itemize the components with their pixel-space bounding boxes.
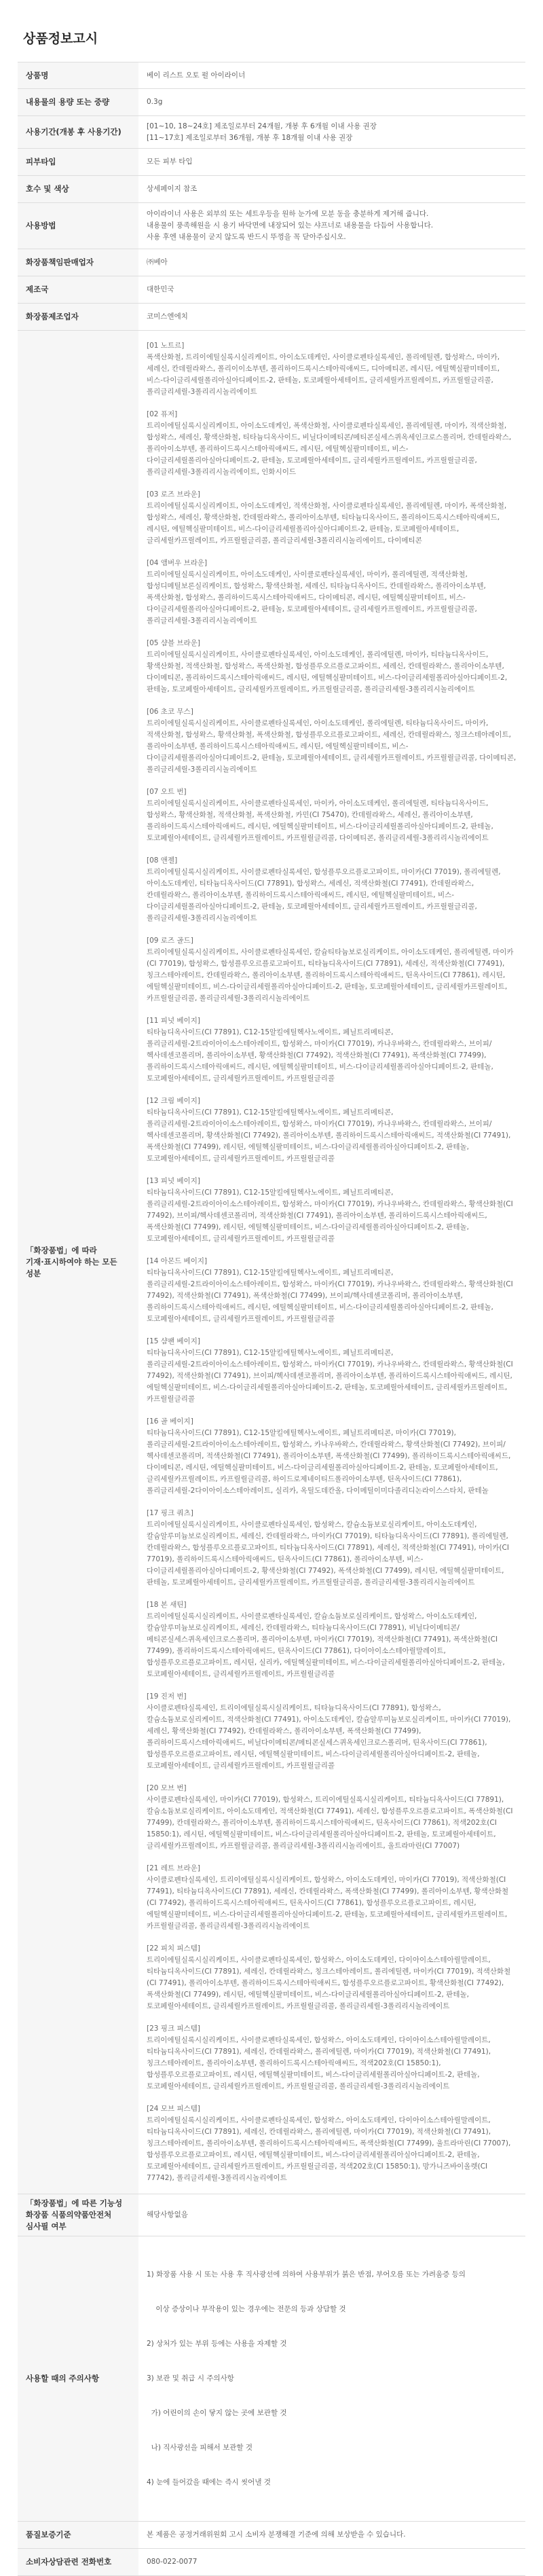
quality-value: 본 제품은 공정거래위원회 고시 소비자 분쟁해결 기준에 의해 보상받을 수 있습니다. <box>138 2522 525 2549</box>
caution-line: 1) 화장품 사용 시 또는 사용 후 직사광선에 의하여 사용부위가 붉은 반점, 부어오름 또는 가려움증 등의 <box>147 2270 466 2279</box>
row-shade <box>18 176 525 203</box>
ingredient-shade-title: [08 앤젤] <box>147 856 178 865</box>
caution-line: 가) 어린이의 손이 닿지 않는 곳에 보관할 것 <box>147 2409 287 2417</box>
ingredient-block <box>147 1256 517 1325</box>
ingredients-label <box>18 331 138 2194</box>
ingredient-shade-title: [18 본 새틴] <box>147 1601 187 1609</box>
functional-value: 해당사항없음 <box>138 2194 525 2236</box>
ingredient-shade-title: [23 핑크 피스템] <box>147 2025 200 2033</box>
quality-label: 품질보증기준 <box>18 2522 138 2549</box>
row-skin-type <box>18 149 525 176</box>
ingredient-shade-title: [13 피넛 베이지] <box>147 1177 200 1185</box>
country-label: 제조국 <box>18 276 138 304</box>
ingredient-block <box>147 1943 517 2012</box>
ingredient-list: 티타늄디옥사이드(CI 77891), C12-15알킬에틸헥사노에이트, 페닐트리메티콘, 마이카(CI 77019), 폴리글리세릴-2트라이아이소스테아레이트, 합성왁스, 카나우바왁스, 칸데릴라왁스, 황색산화철(CI 77492), 브이피/헥사데센코폴리머, 적색산화철(CI 77491), 폴리아이소부텐, 폭색산화철(CI 77499), 폴리하이드록시스테아릭애씨드, 다이메티콘, 레시틴, 에틸헥실팔미테이트, 비스-다이글리세릴폴리아실아디페이트-2, 판테놀, 토코페릴아세테이트, 글리세릴카프릴레이트, 카프릴릴글리콜, 하이드로제네이티드폴리아이소부텐, 틴옥사이드(CI 77861), 폴리글리세릴-2다이아이소스테아레이트, 실리카, 옥틸도데칸올, 다이메틸이미다졸리디논라이스스타치, 판테놀 <box>147 1429 511 1495</box>
functional-label <box>18 2194 138 2236</box>
ingredient-block <box>147 1336 517 1405</box>
row-usage-period <box>18 116 525 149</box>
how-to-use-line: 사용 후엔 내용물이 굳지 않도록 반드시 뚜껑을 꼭 닫아주십시오. <box>147 233 346 241</box>
capacity-label: 내용물의 용량 또는 중량 <box>18 89 138 116</box>
ingredient-block <box>147 2023 517 2092</box>
ingredient-list: 티타늄디옥사이드(CI 77891), C12-15알킬에틸헥사노에이트, 페닐트리메티콘, 폴리글리세릴-2트라이아이소스테아레이트, 합성왁스, 마이카(CI 77019), 카나우바왁스, 칸데릴라왁스, 황색산화철(CI 77492), 적색산화철(CI 77491), 브이피/헥사데센코폴리머, 폴리아이소부텐, 폴리하이드록시스테아릭애씨드, 레시틴, 에틸헥실팔미테이트, 비스-다이글리세릴폴리아실아디페이트-2, 판테놀, 토코페릴아세테이트, 글리세릴카프릴레이트, 카프릴릴글리콜 <box>147 1349 513 1403</box>
ingredient-block <box>147 2103 517 2184</box>
ingredient-list: 트리이에틸실록시실리케이트, 사이클로펜타실록세인, 합성왁스, 아이소도데케인, 다이아이소스테아릴말레이트, 티타늄디옥사이드(CI 77891), 세레신, 칸데릴라왁스, 폴리에틸렌, 마이카(CI 77019), 적색산화철(CI 77491), 칭크스테아레이트, 폴리아이소부텐, 폴리하이드록시스테아릭애씨드, 폭색산화철(CI 77499), 울트라마린(CI 77007), 합성플루오르플로고파이트, 레시틴, 에틸헥실팔미테이트, 비스-다이글리세릴폴리아실아디페이트-2, 판테놀, 토코페릴아세테이트, 글리세릴카프릴레이트, 카프릴릴글리콜, 적색202호(CI 15850:1), 망가니즈바이올렛(CI 77742), 폴리글리세릴-3폴리리시놀리에이트 <box>147 2116 511 2182</box>
functional-label-line: 「화장품법」에 따른 기능성 <box>26 2198 123 2208</box>
phone-value: 080-022-0077 <box>138 2549 525 2576</box>
row-product-name <box>18 62 525 89</box>
ingredient-block <box>147 1176 517 1245</box>
ingredient-list: 트리이에틸실록시실리케이트, 아이소도데케인, 적색산화철, 사이클로펜타실록세인, 폴리에틸렌, 마이카, 폭색산화철, 합성왁스, 세레신, 황색산화철, 칸데릴라왁스, 폴리아이소부텐, 티타늄디옥사이드, 폴리하이드록시스테아릭애씨드, 레시틴, 에틸헥실팔미테이트, 비스-다이글리세릴폴리아실아디페이트-2, 판테놀, 토코페릴아세테이트, 글리세릴카프릴레이트, 카프릴릴글리콜, 폴리글리세릴-3폴리리시놀리에이트, 다이메티콘 <box>147 502 507 545</box>
row-quality <box>18 2522 525 2549</box>
row-capacity <box>18 89 525 116</box>
ingredient-list: 사이클로펜타실록세인, 마이카(CI 77019), 합성왁스, 트리이에틸실록시실리케이트, 티타늄디옥사이드(CI 77891), 칼슘소듐보로실리케이트, 아이소도데케인, 적색산화철(CI 77491), 세레신, 합성플루오르플로고파이트, 폭색산화철(CI 77499), 칸데릴라왁스, 폴리아이소부텐, 폴리하이드록시스테아릭애씨드, 틴옥사이드(CI 77861), 적색202호(CI 15850:1), 레시틴, 에틸헥실팔미테이트, 비스-다이글리세릴폴리아실아디페이트-2, 판테놀, 토코페릴아세테이트, 글리세릴카프릴레이트, 카프릴릴글리콜, 폴리글리세릴-3폴리리시놀리에이트, 울트라마린(CI 77007) <box>147 1796 513 1850</box>
row-caution <box>18 2236 525 2522</box>
ingredient-block <box>147 340 517 398</box>
ingredient-list: 사이클로펜타실록세인, 트리이에틸실록시실리케이트, 티타늄디옥사이드(CI 77891), 합성왁스, 칼슘소듐보로실리케이트, 적색산화철(CI 77491), 아이소도데케인, 칼슘알루미늄보로실리케이트, 마이카(CI 77019), 세레신, 황색산화철(CI 77492), 칸데릴라왁스, 폴리아이소부텐, 폭색산화철(CI 77499), 폴리하이드록시스테아릭애씨드, 비닐다이메티콘/메티콘실세스퀴옥세인크로스폴리머, 틴옥사이드(CI 77861), 합성플루오르플로고파이트, 레시틴, 에틸헥실팔미테이트, 비스-다이글리세릴폴리아실아디페이트-2, 판테놀, 토코페릴아세테이트, 글리세릴카프릴레이트, 카프릴릴글리콜 <box>147 1704 511 1770</box>
ingredient-shade-title: [24 모브 피스템] <box>147 2105 200 2113</box>
ingredient-block <box>147 1015 517 1085</box>
ingredient-block <box>147 786 517 844</box>
country-value: 대한민국 <box>138 276 525 304</box>
how-to-use-line: 내용물이 풍족해원을 시 용기 바닥면에 내장되어 있는 샤프너로 내용물을 다듬어 사용합니다. <box>147 221 434 230</box>
ingredient-block <box>147 1783 517 1852</box>
ingredient-list: 트리이에틸실록시실리케이트, 아이소도데케인, 사이클로펜타실록세인, 마이카, 폴리에틸렌, 적색산화철, 합성디메틸보론실리케이트, 합성왁스, 황색산화철, 세레신, 티타늄디옥사이드, 칸데릴라왁스, 폴리아이소부텐, 폭색산화철, 합성왁스, 폴리하이드록시스테아릭애씨드, 다이메티콘, 레시틴, 에틸헥실팔미테이트, 비스-다이글리세릴폴리아실아디페이트-2, 판테놀, 토코페릴아세테이트, 글리세릴카프릴레이트, 카프릴릴글리콜, 폴리글리세릴-3폴리리시놀리에이트 <box>147 570 486 625</box>
functional-label-line: 화장품 식품의약품안전처 <box>26 2210 112 2219</box>
row-phone <box>18 2549 525 2576</box>
ingredient-block <box>147 489 517 547</box>
ingredient-shade-title: [07 오트 번] <box>147 788 187 796</box>
ingredient-list: 트리이에틸실록시실리케이트, 사이클로펜타실록세인, 칼슘티타늄보로실리케이트, 아이소도데케인, 폴리에틸렌, 마이카(CI 77019), 합성왁스, 합성플루오르플로고파이트, 티타늄디옥사이드(CI 77891), 세레신, 적색산화철(CI 77491), 칭크스테아레이트, 칸데릴라왁스, 폴리아이소부텐, 폴리하이드록시스테아릭애씨드, 틴옥사이드(CI 77861), 레시틴, 에틸헥실팔미테이트, 비스-다이글리세릴폴리아실아디페이트-2, 판테놀, 토코페릴아세테이트, 글리세릴카프릴레이트, 카프릴릴글리콜, 폴리글리세릴-3폴리리시놀리에이트 <box>147 948 514 1002</box>
ingredient-list: 트리이에틸실록시실리케이트, 아이소도데케인, 폭색산화철, 사이클로펜타실록세인, 폴리에틸렌, 마이카, 적색산화철, 합성왁스, 세레신, 황색산화철, 티타늄디옥사이드, 비닐다이메티콘/메티콘실세스퀴옥세인크로스폴리머, 칸데릴라왁스, 폴리아이소부텐, 폴리하이드록시스테아릭애씨드, 레시틴, 에틸헥실팔미테이트, 비스-다이글리세릴폴리아실아디페이트-2, 판테놀, 토코페릴아세테이트, 글리세릴카프릴레이트, 카프릴릴글리콜, 폴리글리세릴-3폴리리시놀리에이트, 인화시이드 <box>147 422 512 476</box>
ingredient-shade-title: [12 크림 베이지] <box>147 1097 200 1105</box>
manufacturer-label: 화장품제조업자 <box>18 304 138 331</box>
ingredient-shade-title: [17 핑크 쿼츠] <box>147 1509 193 1517</box>
ingredient-block <box>147 706 517 776</box>
ingredient-shade-title: [04 앰버우 브라운] <box>147 559 208 567</box>
ingredient-block <box>147 638 517 695</box>
ingredient-shade-title: [16 골 베이지] <box>147 1417 193 1426</box>
ingredients-label-line: 기재·표시하여야 하는 모든 <box>26 1257 117 1267</box>
product-info-table <box>18 62 525 2576</box>
row-how-to-use <box>18 203 525 249</box>
ingredient-block <box>147 409 517 478</box>
caution-label: 사용할 때의 주의사항 <box>18 2236 138 2522</box>
ingredient-shade-title: [14 아몬드 베이지] <box>147 1257 208 1265</box>
ingredient-block <box>147 1508 517 1589</box>
ingredient-block <box>147 935 517 1004</box>
functional-label-line: 심사필 여부 <box>26 2221 67 2231</box>
ingredient-shade-title: [03 로즈 브라운] <box>147 490 200 498</box>
ingredient-list: 티타늄디옥사이드(CI 77891), C12-15알킬에틸헥사노에이트, 페닐트리메티콘, 폴리글리세릴-2트라이아이소스테아레이트, 합성왁스, 마이카(CI 77019), 카나우바왁스, 칸데릴라왁스, 황색산화철(CI 77492), 브이피/헥사데센코폴리머, 적색산화철(CI 77491), 폴리아이소부텐, 폴리하이드록시스테아릭애씨드, 폭색산화철(CI 77499), 레시틴, 에틸헥실팔미테이트, 비스-다이글리세릴폴리아실아디페이트-2, 판테놀, 토코페릴아세테이트, 글리세릴카프릴레이트, 카프릴릴글리콜 <box>147 1189 513 1243</box>
ingredient-block <box>147 1691 517 1772</box>
ingredient-list: 트리이에틸실록시실리케이트, 사이클로펜타실록세인, 합성왁스, 아이소도데케인, 다이아이소스테아릴말레이트, 티타늄디옥사이드(CI 77891), 세레신, 칸데릴라왁스, 칭크스테아레이트, 폴리에틸렌, 마이카(CI 77019), 적색산화철(CI 77491), 폴리아이소부텐, 폴리하이드록시스테아릭애씨드, 합성플루오르플로고파이트, 황색산화철(CI 77492), 폭색산화철(CI 77499), 레시틴, 에틸헥실팔미테이트, 비스-다이글리세릴폴리아실아디페이트-2, 판테놀, 토코페릴아세테이트, 글리세릴카프릴레이트, 카프릴릴글리콜, 폴리글리세릴-3폴리리시놀리에이트 <box>147 1956 511 2010</box>
phone-label: 소비자상담관련 전화번호 <box>18 2549 138 2576</box>
row-ingredients <box>18 331 525 2194</box>
ingredient-block <box>147 855 517 924</box>
ingredient-shade-title: [02 퓨저] <box>147 410 178 418</box>
caution-value <box>138 2236 525 2522</box>
usage-period-line: [11~17호] 제조일로부터 36개월, 개봉 후 18개월 이내 사용 권장 <box>147 133 353 142</box>
ingredient-list: 티타늄디옥사이드(CI 77891), C12-15알킬에틸헥사노에이트, 페닐트리메티콘, 폴리글리세릴-2트라이아이소스테아레이트, 합성왁스, 마이카(CI 77019), 카나우바왁스, 칸데릴라왁스, 브이피/헥사데센코폴리머, 폴리아이소부텐, 황색산화철(CI 77492), 적색산화철(CI 77491), 폭색산화철(CI 77499), 폴리하이드록시스테아릭애씨드, 레시틴, 에틸헥실팔미테이트, 비스-다이글리세릴폴리아실아디페이트-2, 판테놀, 토코페릴아세테이트, 글리세릴카프릴레이트, 카프릴릴글리콜 <box>147 1028 493 1083</box>
ingredient-shade-title: [01 노트르] <box>147 342 185 350</box>
ingredient-list: 트리이에틸실록시실리케이트, 사이클로펜타실록세인, 마이카, 아이소도데케인, 폴리에틸렌, 티타늄디옥사이드, 합성왁스, 황색산화철, 적색산화철, 폭색산화철, 카민(CI 75470), 칸데릴라왁스, 세레신, 폴리아이소부텐, 폴리하이드록시스테아릭애씨드, 레시틴, 에틸헥실팔미테이트, 비스-다이글리세릴폴리아실아디페이트-2, 판테놀, 토코페릴아세테이트, 글리세릴카프릴레이트, 카프릴릴글리콜, 다이메티콘, 폴리글리세릴-3폴리리시놀리에이트 <box>147 799 493 842</box>
ingredient-list: 트리이에틸실록시실리케이트, 사이클로펜타실록세인, 아이소도데케인, 폴리에틸렌, 티타늄디옥사이드, 마이카, 적색산화철, 합성왁스, 황색산화철, 폭색산화철, 합성플루오르플로고파이트, 세레신, 칸데릴라왁스, 칭크스테아레이트, 폴리아이소부텐, 폴리하이드록시스테아릭애씨드, 레시틴, 에틸헥실팔미테이트, 비스-다이글리세릴폴리아실아디페이트-2, 판테놀, 토코페릴아세테이트, 글리세릴카프릴레이트, 카프릴릴글리콜, 다이메티콘, 폴리글리세릴-3폴리리시놀리에이트 <box>147 719 517 774</box>
skin-type-value: 모든 피부 타입 <box>138 149 525 176</box>
ingredient-block <box>147 1599 517 1680</box>
product-name-value: 베이 리스트 오토 펄 아이라이너 <box>138 62 525 89</box>
ingredient-block <box>147 558 517 627</box>
ingredient-list: 트리이에틸실록시실리케이트, 사이클로펜타실록세인, 합성왁스, 아이소도데케인, 다이아이소스테아릴말레이트, 티타늄디옥사이드(CI 77891), 세레신, 칸데릴라왁스, 폴리에틸렌, 마이카(CI 77019), 적색산화철(CI 77491), 칭크스테아레이트, 폴리아이소부텐, 폴리하이드록시스테아릭애씨드, 적색202호(CI 15850:1), 합성플루오르플로고파이트, 레시틴, 에틸헥실팔미테이트, 비스-다이글리세릴폴리아실아디페이트-2, 판테놀, 토코페릴아세테이트, 글리세릴카프릴레이트, 카프릴릴글리콜, 폴리글리세릴-3폴리리시놀리에이트 <box>147 2036 491 2090</box>
seller-value: ㈜베아 <box>138 249 525 276</box>
ingredient-shade-title: [15 샴팬 베이지] <box>147 1337 200 1345</box>
ingredient-block <box>147 1416 517 1497</box>
ingredients-label-line: 「화장품법」에 따라 <box>26 1246 97 1255</box>
ingredient-shade-title: [06 초코 무스] <box>147 708 193 716</box>
ingredient-list: 폭색산화철, 트리이에틸실록시실리케이트, 아이소도데케인, 사이클로펜타실록세인, 폴리에틸렌, 합성왁스, 마이카, 세레신, 칸데릴라왁스, 폴리이이소부텐, 폴리하이드록시스테아릭애씨드, 디아메티콘, 레시틴, 에틸헥실팔미테이트, 비스-다이글리세릴폴리아실아디페이트-2, 판테놀, 토코페릴아세테이트, 글리세릴카프릴레이트, 카프릴릴글리콜, 폴리글리세릴-3폴리리시놀리에이트 <box>147 353 500 396</box>
ingredient-shade-title: [19 진저 번] <box>147 1692 187 1701</box>
caution-line: 3) 보관 및 취급 시 주의사항 <box>147 2374 234 2382</box>
ingredients-label-line: 성분 <box>26 1269 41 1278</box>
ingredient-list: 티타늄디옥사이드(CI 77891), C12-15알킬에틸헥사노에이트, 페닐트리메티콘, 폴리글리세릴-2트라이아이소스테아레이트, 합성왁스, 마이카(CI 77019), 카나우바왁스, 칸데릴라왁스, 브이피/헥사데센코폴리머, 황색산화철(CI 77492), 폴리아이소부텐, 폴리하이드록시스테아릭애씨드, 적색산화철(CI 77491), 폭색산화철(CI 77499), 레시틴, 에틸헥실팔미테이트, 비스-다이글리세릴폴리아실아디페이트-2, 판테놀, 토코페릴아세테이트, 글리세릴카프릴레이트, 카프릴릴글리콜 <box>147 1108 511 1163</box>
ingredients-value <box>138 331 525 2194</box>
usage-period-label: 사용기간(개봉 후 사용기간) <box>18 116 138 149</box>
row-seller <box>18 249 525 276</box>
shade-value: 상세페이지 참조 <box>138 176 525 203</box>
ingredient-shade-title: [20 모브 번] <box>147 1784 187 1792</box>
ingredient-shade-title: [05 샴블 브라운] <box>147 639 200 647</box>
ingredient-list: 트리이에틸실록시실리케이트, 사이클로펜타실록세인, 합성왁스, 칼슘소듐보로실리케이트, 아이소도데케인, 칼슘알루미늄보로실리케이트, 세레신, 칸데릴라왁스, 마이카(CI 77019), 티타늄디옥사이드(CI 77891), 폴리에틸렌, 칸데릴라왁스, 합성플루오르플로고파이트, 티타늄디옥사이드(CI 77891), 세레신, 적색산화철(CI 77491), 마이카(CI 77019), 폴리하이드록시스테아릭애씨드, 틴옥사이드(CI 77861), 폴리아이소부텐, 비스-다이글리세릴폴리아실아디페이트-2, 황색산화철(CI 77492), 폭색산화철(CI 77499), 레시틴, 에틸헥실팔미테이트, 판테놀, 토코페릴아세테이트, 글리세릴카프릴레이트, 카프릴릴글리콜, 폴리글리세릴-3폴리리시놀리에이트 <box>147 1521 509 1586</box>
seller-label: 화장품책임판매업자 <box>18 249 138 276</box>
caution-line: 이상 증상이나 부작용이 있는 경우에는 전문의 등과 상담할 것 <box>147 2305 346 2313</box>
caution-line: 4) 눈에 들어갔을 때에는 즉시 씻어낼 것 <box>147 2478 271 2486</box>
row-manufacturer <box>18 304 525 331</box>
product-name-label: 상품명 <box>18 62 138 89</box>
manufacturer-value: 코미스엔에치 <box>138 304 525 331</box>
ingredient-list: 사이클로펜타실록세인, 트리이에틸실록시실리케이트, 합성왁스, 아이소도데케인, 마이카(CI 77019), 적색산화철(CI 77491), 티타늄디옥사이드(CI 77891), 세레신, 칸데릴라왁스, 폭색산화철(CI 77499), 폴리아이소부텐, 황색산화철(CI 77492), 폴리하이드록시스테아릭애씨드, 틴옥사이드(CI 77861), 합성플루오르플로고파이트, 레시틴, 에틸헥실팔미테이트, 비스-다이글리세릴폴리아실아디페이트-2, 판테놀, 토코페릴아세테이트, 글리세릴카프릴레이트, 카프릴릴글리콜, 폴리글리세릴-3폴리리시놀리에이트 <box>147 1876 509 1930</box>
row-country <box>18 276 525 304</box>
usage-period-value <box>138 116 525 149</box>
skin-type-label: 피부타입 <box>18 149 138 176</box>
ingredient-shade-title: [09 로즈 골드] <box>147 937 193 945</box>
usage-period-line: [01~10, 18~24호] 제조일로부터 24개월, 개봉 후 6개월 이내 사용 권장 <box>147 122 377 130</box>
shade-label: 호수 및 색상 <box>18 176 138 203</box>
ingredient-shade-title: [11 피넛 베이지] <box>147 1017 200 1025</box>
caution-line: 나) 직사광선을 피해서 보관할 것 <box>147 2444 252 2452</box>
ingredient-list: 트리이에틸실록시실리케이트, 사이클로펜타실록세인, 합성플루오르플로고파이트, 마이카(CI 77019), 폴리에틸렌, 아이소도데케인, 티타늄디옥사이드(CI 77891), 합성왁스, 세레신, 적색산화철(CI 77491), 칸데릴라왁스, 칸데릴라왁스, 폴리아이소부텐, 폴리하이드록시스테아릭애씨드, 레시틴, 에틸헥실팔미테이트, 비스-다이글리세릴폴리아실아디페이트-2, 판테놀, 토코페릴아세테이트, 글리세릴카프릴레이트, 카프릴릴글리콜, 폴리글리세릴-3폴리리시놀리에이트 <box>147 868 501 922</box>
row-functional <box>18 2194 525 2236</box>
ingredient-shade-title: [22 피치 피스템] <box>147 1944 200 1953</box>
ingredient-list: 트리이에틸실록시실리케이트, 사이클로펜타실록세인, 아이소도데케인, 폴리에틸렌, 마이카, 티타늄디옥사이드, 황색산화철, 적색산화철, 합성왁스, 폭색산화철, 합성플루오르플로고파이트, 세레신, 칸데릴라왁스, 폴리아이소부텐, 다이메티콘, 폴리하이드록시스테아릭애씨드, 레시틴, 에틸헥실팔미테이트, 비스-다이글리세릴폴리아실아디페이트-2, 판테놀, 토코페릴아세테이트, 글리세릴카프릴레이트, 카프릴릴글리콜, 폴리글리세릴-3폴리리시놀리에이트 <box>147 651 508 693</box>
ingredient-shade-title: [21 레트 브라운] <box>147 1864 200 1872</box>
how-to-use-value <box>138 203 525 249</box>
ingredient-list: 트리이에틸실록시실리케이트, 사이클로펜타실록세인, 칼슘소듐보로실리케이트, 합성왁스, 아이소도데케인, 칼슘알루미늄보로실리케이트, 세레신, 칸데릴라왁스, 티타늄디옥사이드(CI 77891), 비닐다이메티콘/메티콘실세스퀴옥세인크로스폴리머, 폴리아이소부텐, 마이카(CI 77019), 적색산화철(CI 77491), 폭색산화철(CI 77499), 폴리하이드록시스테아릭애씨드, 틴옥사이드(CI 77861), 다이아이소스테아릴말레이트, 합성플루오르플로고파이트, 레시틴, 실리카, 에틸헥실팔미테이트, 비스-다이글리세릴폴리아실아디페이트-2, 판테놀, 토코페릴아세테이트, 글리세릴카프릴레이트, 카프릴릴글리콜 <box>147 1612 505 1678</box>
how-to-use-label: 사용방법 <box>18 203 138 249</box>
how-to-use-line: 아이라이너 사용은 외부의 또는 세트우등을 원하 눈가에 모분 동을 충분하게 제거해 줍니다. <box>147 210 429 218</box>
ingredient-block <box>147 1095 517 1165</box>
page-title: 상품정보고시 <box>23 31 98 46</box>
ingredient-list: 티타늄디옥사이드(CI 77891), C12-15알킬에틸헥사노에이트, 페닐트리메티콘, 폴리글리세릴-2트라이아이소스테아레이트, 합성왁스, 마이카(CI 77019), 카나우바왁스, 칸데릴라왁스, 황색산화철(CI 77492), 적색산화철(CI 77491), 폭색산화철(CI 77499), 브이피/헥사데센코폴리머, 폴리아이소부텐, 폴리하이드록시스테아릭애씨드, 레시틴, 에틸헥실팔미테이트, 비스-다이글리세릴폴리아실아디페이트-2, 판테놀, 토코페릴아세테이트, 글리세릴카프릴레이트, 카프릴릴글리콜 <box>147 1269 513 1323</box>
capacity-value: 0.3g <box>138 89 525 116</box>
caution-line: 2) 상처가 있는 부위 등에는 사용을 자제할 것 <box>147 2340 287 2348</box>
ingredient-block <box>147 1863 517 1932</box>
